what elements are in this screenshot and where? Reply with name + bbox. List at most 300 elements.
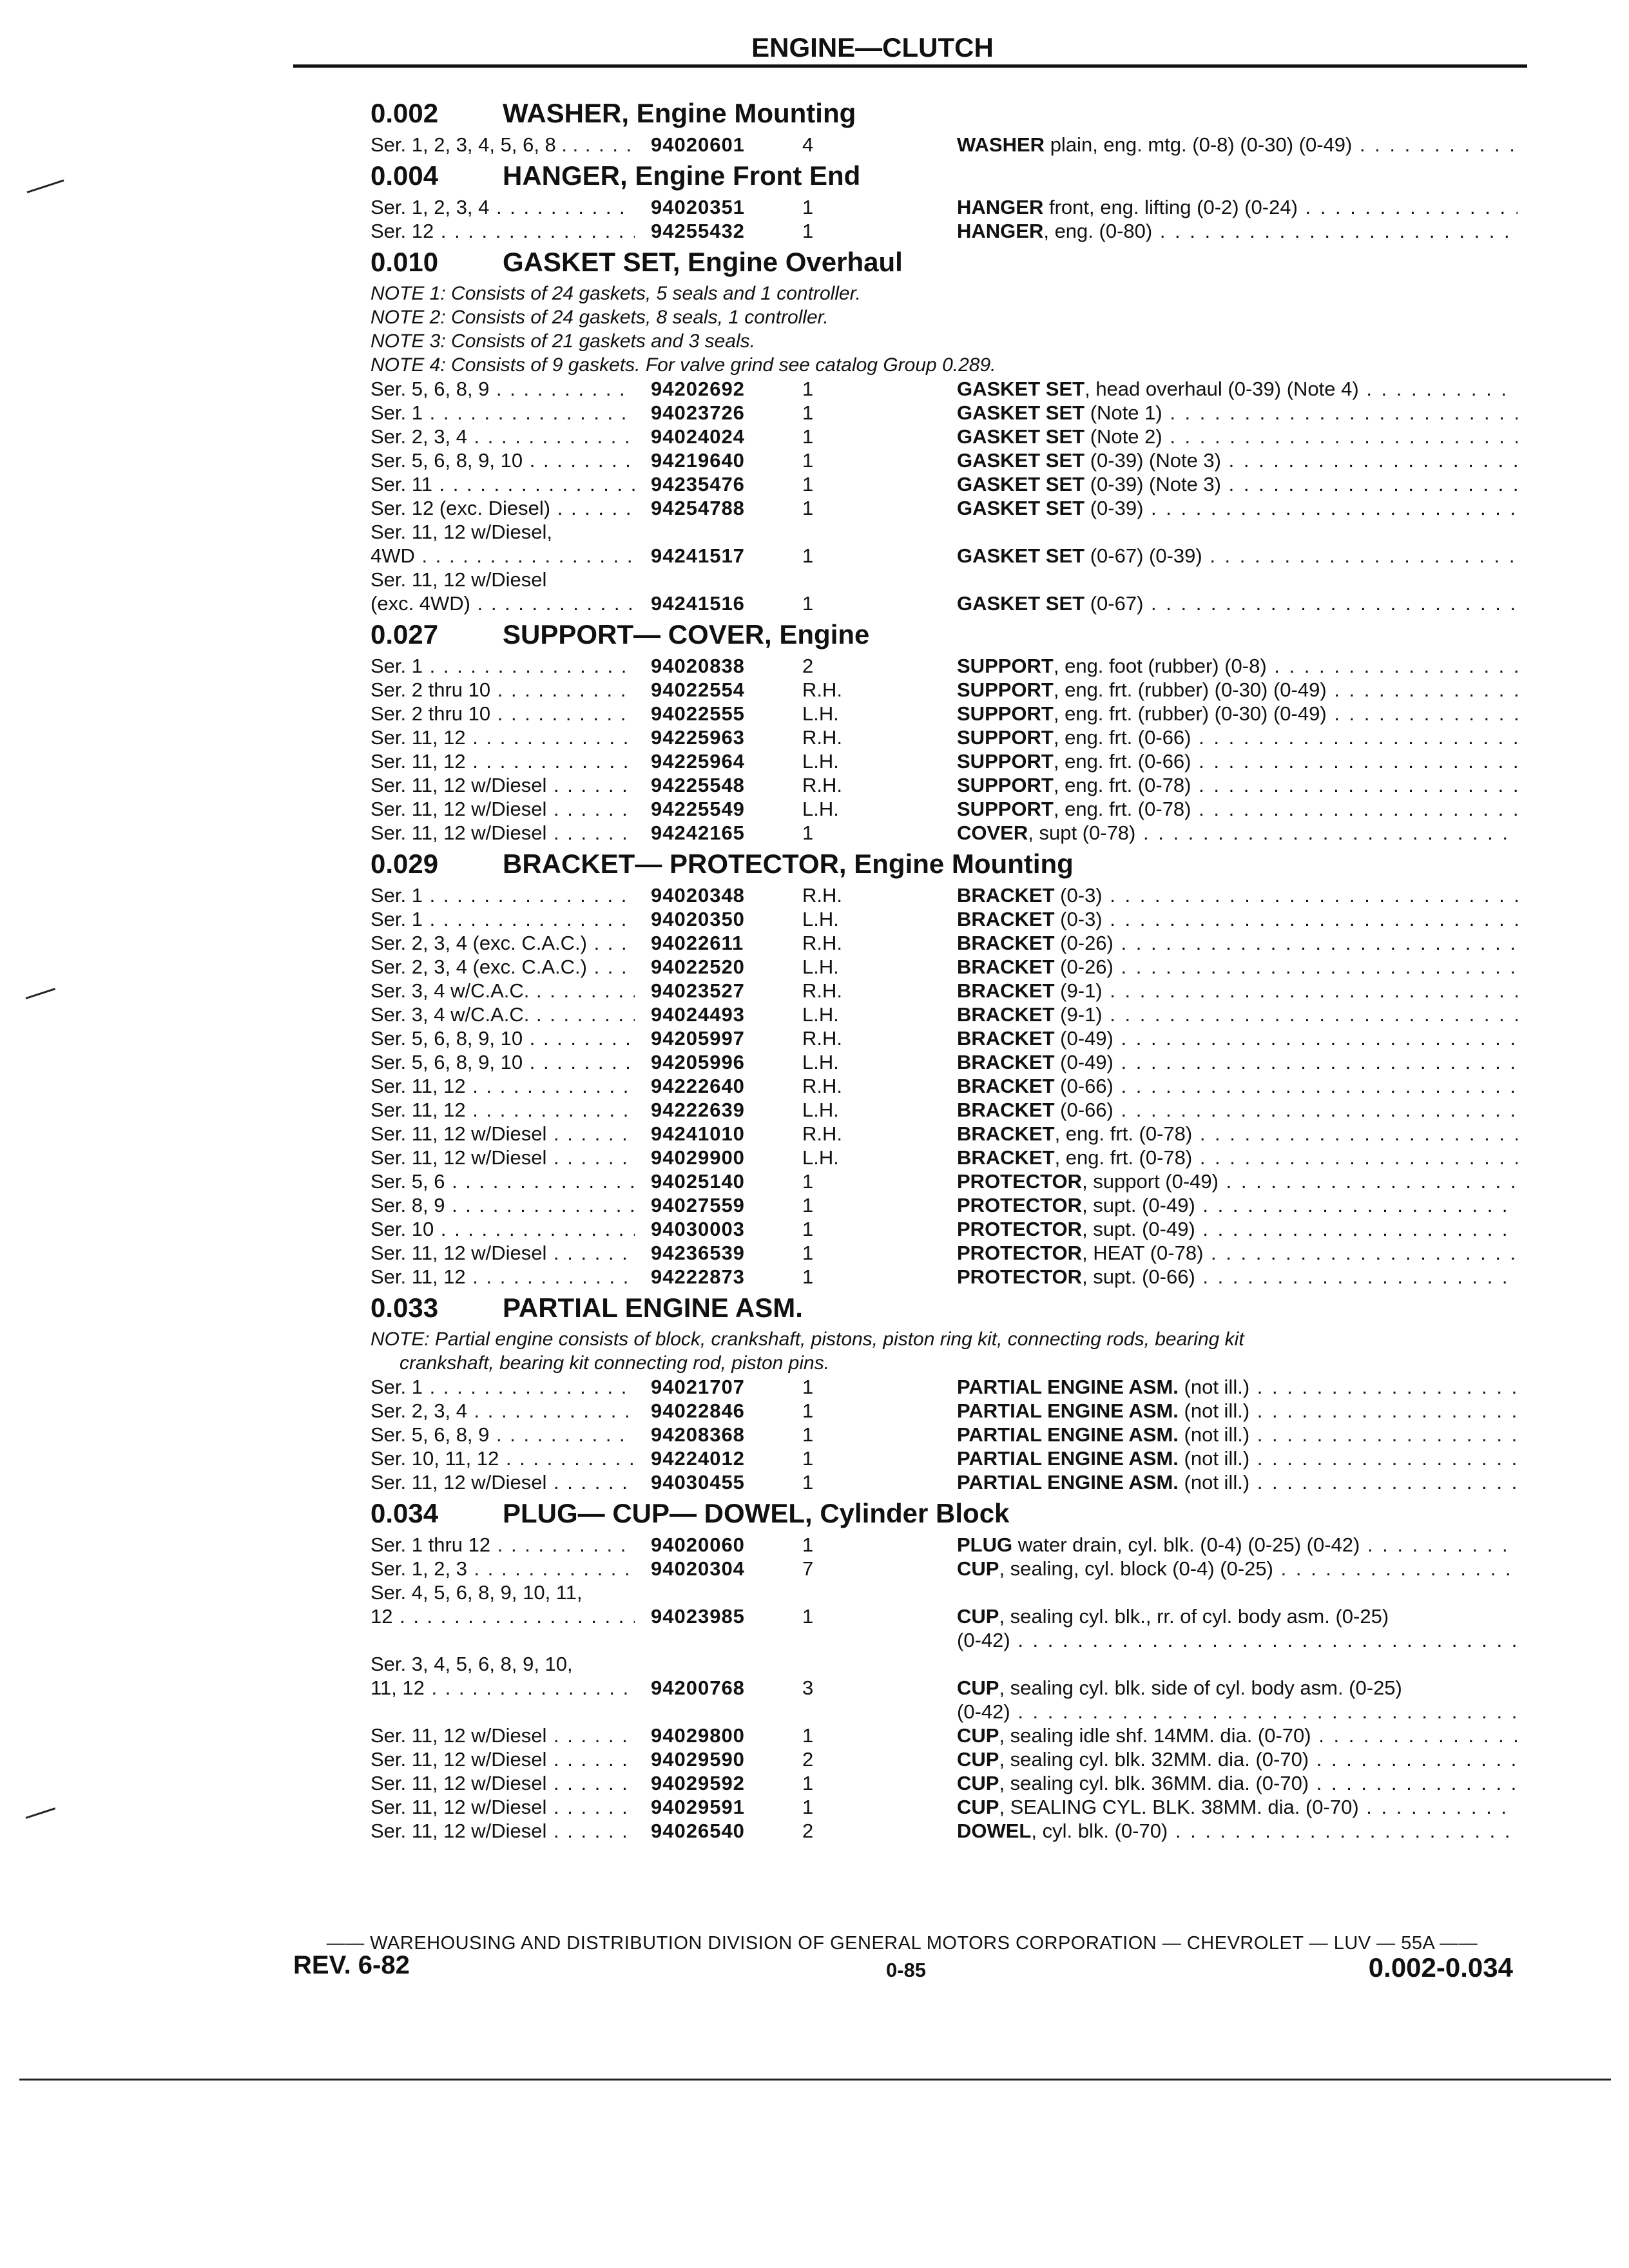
serial-line: Ser. 11, 12 w/Diesel, <box>371 521 553 543</box>
part-description <box>957 883 1518 907</box>
description-name: GASKET SET <box>957 497 1085 519</box>
part-number: 94030455 <box>651 1471 745 1494</box>
serial-line: 4WD . . . <box>371 544 635 568</box>
description-text: (not ill.) <box>1178 1423 1250 1446</box>
quantity: 1 <box>802 1724 814 1747</box>
quantity: 1 <box>802 592 814 615</box>
description-text: (0-66) <box>1054 1075 1113 1097</box>
part-description <box>957 1146 1518 1169</box>
part-row <box>371 907 1518 931</box>
description-line <box>957 219 1518 243</box>
part-description <box>957 1795 1518 1819</box>
quantity: 1 <box>802 1242 814 1264</box>
description-name: BRACKET <box>957 956 1055 978</box>
part-description <box>957 1074 1518 1098</box>
description-text: (0-3) <box>1054 908 1103 930</box>
serial-line: Ser. 11, 12 w/Diesel <box>371 568 547 591</box>
description-line <box>957 377 1518 401</box>
part-description <box>957 496 1518 520</box>
serial-applicability <box>371 1193 635 1217</box>
serial-applicability <box>371 1399 635 1423</box>
serial-applicability <box>371 1050 635 1074</box>
serial-applicability <box>371 1217 635 1241</box>
part-row <box>371 979 1518 1003</box>
section-number: 0.004 <box>371 160 439 191</box>
part-description <box>957 821 1518 845</box>
part-row <box>371 797 1518 821</box>
catalog-section <box>371 1289 1518 1494</box>
part-row <box>371 702 1518 726</box>
serial-line: Ser. 8, 9 . . . <box>371 1193 635 1217</box>
description-name: PARTIAL ENGINE ASM. <box>957 1471 1179 1494</box>
description-name: GASKET SET <box>957 378 1085 400</box>
part-number: 94241517 <box>651 544 745 567</box>
description-text: front, eng. lifting (0-2) (0-24) <box>1043 196 1298 218</box>
serial-applicability <box>371 1446 635 1470</box>
part-description <box>957 1470 1518 1494</box>
quantity: 1 <box>802 220 814 242</box>
serial-applicability <box>371 654 635 678</box>
description-name: CUP <box>957 1748 999 1771</box>
description-name: BRACKET <box>957 908 1055 930</box>
quantity: R.H. <box>802 884 842 907</box>
page-number: 0-85 <box>886 1959 927 1981</box>
part-number: 94025140 <box>651 1170 745 1193</box>
part-description <box>957 133 1518 157</box>
description-name: BRACKET <box>957 1146 1055 1169</box>
serial-applicability <box>371 1423 635 1446</box>
quantity: 1 <box>802 401 814 424</box>
part-row <box>371 726 1518 749</box>
part-row <box>371 883 1518 907</box>
description-line <box>957 1628 1518 1652</box>
section-note: NOTE 4: Consists of 9 gaskets. For valve grind see catalog Group 0.289. <box>371 354 996 376</box>
part-number: 94224012 <box>651 1447 745 1470</box>
part-number: 94021707 <box>651 1376 745 1398</box>
description-text: (0-3) <box>1054 884 1103 907</box>
description-text: (0-66) <box>1054 1099 1113 1121</box>
part-description <box>957 401 1518 425</box>
part-description <box>957 1557 1518 1581</box>
description-line <box>957 1724 1518 1747</box>
part-description <box>957 1604 1518 1652</box>
description-text: (not ill.) <box>1178 1376 1250 1398</box>
description-text: , cyl. blk. (0-70) <box>1031 1820 1168 1842</box>
part-description <box>957 1676 1518 1724</box>
quantity: 1 <box>802 1170 814 1193</box>
description-name: CUP <box>957 1557 999 1580</box>
description-text: (not ill.) <box>1178 1447 1250 1470</box>
description-text: , SEALING CYL. BLK. 38MM. dia. (0-70) <box>999 1796 1359 1818</box>
part-number: 94205997 <box>651 1027 745 1050</box>
quantity: R.H. <box>802 979 842 1002</box>
description-line <box>957 749 1518 773</box>
part-description <box>957 377 1518 401</box>
section-title <box>371 845 1518 883</box>
quantity: 1 <box>802 1399 814 1422</box>
part-row <box>371 1074 1518 1098</box>
part-number: 94020060 <box>651 1533 745 1556</box>
description-text: (9-1) <box>1054 1003 1103 1026</box>
quantity: R.H. <box>802 1027 842 1050</box>
description-line <box>957 1241 1518 1265</box>
part-number: 94236539 <box>651 1242 745 1264</box>
serial-applicability <box>371 797 635 821</box>
description-name: PROTECTOR <box>957 1194 1083 1216</box>
catalog-section <box>371 1494 1518 1843</box>
serial-applicability <box>371 702 635 726</box>
serial-applicability <box>371 749 635 773</box>
description-name: CUP <box>957 1796 999 1818</box>
serial-applicability <box>371 1747 635 1771</box>
section-heading: GASKET SET, Engine Overhaul <box>503 247 903 277</box>
description-text: (not ill.) <box>1178 1471 1250 1494</box>
quantity: 1 <box>802 1471 814 1494</box>
serial-applicability <box>371 1169 635 1193</box>
serial-line: Ser. 11, 12 . . . <box>371 726 635 749</box>
quantity: L.H. <box>802 956 839 978</box>
serial-applicability <box>371 448 635 472</box>
description-line <box>957 1747 1518 1771</box>
part-row <box>371 1724 1518 1747</box>
serial-applicability <box>371 568 635 615</box>
part-number: 94022846 <box>651 1399 745 1422</box>
description-line <box>957 1399 1518 1423</box>
margin-mark <box>26 988 56 999</box>
description-line <box>957 907 1518 931</box>
part-description <box>957 1003 1518 1026</box>
description-line <box>957 1074 1518 1098</box>
part-description <box>957 773 1518 797</box>
description-text: (not ill.) <box>1178 1399 1250 1422</box>
footer-division: —— WAREHOUSING AND DISTRIBUTION DIVISION OF GENERAL MOTORS CORPORATION — CHEVROLET — LUV — 55A —— <box>326 1933 1478 1954</box>
serial-line: Ser. 11, 12 w/Diesel . . . <box>371 1819 635 1843</box>
serial-line: Ser. 1 . . . <box>371 401 635 425</box>
part-description <box>957 472 1518 496</box>
description-name: BRACKET <box>957 932 1055 954</box>
serial-line: Ser. 2 thru 10 . . . <box>371 702 635 726</box>
part-row <box>371 1446 1518 1470</box>
quantity: 1 <box>802 497 814 519</box>
quantity: 4 <box>802 133 814 156</box>
serial-applicability <box>371 425 635 448</box>
catalog-section <box>371 94 1518 157</box>
description-text: , sealing cyl. blk. 32MM. dia. (0-70) <box>999 1748 1309 1771</box>
description-line <box>957 1122 1518 1146</box>
description-text: plain, eng. mtg. (0-8) (0-30) (0-49) <box>1045 133 1353 156</box>
part-number: 94020351 <box>651 196 745 218</box>
quantity: L.H. <box>802 1051 839 1073</box>
part-description <box>957 1169 1518 1193</box>
serial-applicability <box>371 821 635 845</box>
description-text: , HEAT (0-78) <box>1082 1242 1204 1264</box>
description-name: BRACKET <box>957 1075 1055 1097</box>
description-text: , sealing cyl. blk. side of cyl. body asm. (0-25) <box>999 1677 1402 1699</box>
part-number: 94225549 <box>651 798 745 820</box>
serial-line: Ser. 2, 3, 4 (exc. C.A.C.) . . . <box>371 955 635 979</box>
description-line <box>957 1676 1518 1700</box>
quantity: 1 <box>802 1605 814 1628</box>
part-number: 94029591 <box>651 1796 745 1818</box>
section-note: NOTE 3: Consists of 21 gaskets and 3 seals. <box>371 331 755 352</box>
serial-applicability <box>371 1771 635 1795</box>
description-line <box>957 931 1518 955</box>
description-text: , supt (0-78) <box>1028 822 1136 844</box>
part-description <box>957 195 1518 219</box>
part-description <box>957 907 1518 931</box>
description-line <box>957 726 1518 749</box>
description-text: , eng. frt. (0-78) <box>1054 1122 1193 1145</box>
description-line <box>957 544 1518 568</box>
description-text: (0-49) <box>1054 1051 1113 1073</box>
description-line <box>957 1169 1518 1193</box>
quantity: 1 <box>802 1376 814 1398</box>
serial-applicability <box>371 1724 635 1747</box>
serial-applicability <box>371 1470 635 1494</box>
part-row <box>371 195 1518 219</box>
part-number: 94205996 <box>651 1051 745 1073</box>
description-name: GASKET SET <box>957 544 1085 567</box>
description-name: BRACKET <box>957 1027 1055 1050</box>
margin-mark <box>27 180 64 193</box>
description-text: , sealing, cyl. block (0-4) (0-25) <box>999 1557 1273 1580</box>
serial-applicability <box>371 883 635 907</box>
description-text: , eng. foot (rubber) (0-8) <box>1053 655 1267 677</box>
description-line <box>957 1446 1518 1470</box>
part-number: 94020304 <box>651 1557 745 1580</box>
part-description <box>957 1423 1518 1446</box>
description-line <box>957 496 1518 520</box>
part-description <box>957 678 1518 702</box>
serial-applicability <box>371 1795 635 1819</box>
description-line <box>957 1146 1518 1169</box>
serial-applicability <box>371 377 635 401</box>
part-row <box>371 1122 1518 1146</box>
serial-line: Ser. 11, 12 w/Diesel . . . <box>371 773 635 797</box>
serial-line: Ser. 2, 3, 4 (exc. C.A.C.) . . . <box>371 931 635 955</box>
serial-applicability <box>371 1819 635 1843</box>
serial-applicability <box>371 1581 635 1628</box>
description-line <box>957 448 1518 472</box>
serial-applicability <box>371 1265 635 1289</box>
description-name: GASKET SET <box>957 473 1085 495</box>
serial-line: Ser. 11, 12 w/Diesel . . . <box>371 1146 635 1169</box>
serial-line: Ser. 1 . . . <box>371 883 635 907</box>
serial-applicability <box>371 520 635 568</box>
quantity: 2 <box>802 655 814 677</box>
quantity: 1 <box>802 1533 814 1556</box>
description-line <box>957 702 1518 726</box>
description-line <box>957 1217 1518 1241</box>
serial-line: Ser. 11, 12 . . . <box>371 1098 635 1122</box>
serial-applicability <box>371 955 635 979</box>
quantity: 1 <box>802 473 814 495</box>
serial-line: Ser. 2, 3, 4 . . . <box>371 1399 635 1423</box>
section-heading: PLUG— CUP— DOWEL, Cylinder Block <box>503 1498 1010 1528</box>
description-line <box>957 591 1518 615</box>
part-number: 94020601 <box>651 133 745 156</box>
description-text: (0-42) <box>957 1629 1010 1651</box>
section-heading: BRACKET— PROTECTOR, Engine Mounting <box>503 849 1074 879</box>
part-number: 94241010 <box>651 1122 745 1145</box>
part-row <box>371 773 1518 797</box>
description-text: , eng. frt. (rubber) (0-30) (0-49) <box>1053 702 1327 725</box>
part-number: 94029900 <box>651 1146 745 1169</box>
description-name: PARTIAL ENGINE ASM. <box>957 1376 1179 1398</box>
part-number: 94024024 <box>651 425 745 448</box>
quantity: R.H. <box>802 774 842 796</box>
part-description <box>957 979 1518 1003</box>
part-description <box>957 1819 1518 1843</box>
description-name: SUPPORT <box>957 702 1054 725</box>
part-row <box>371 678 1518 702</box>
description-text: , supt. (0-49) <box>1082 1194 1195 1216</box>
serial-applicability <box>371 1146 635 1169</box>
part-row <box>371 520 1518 568</box>
description-name: GASKET SET <box>957 425 1085 448</box>
description-line <box>957 1050 1518 1074</box>
section-title <box>371 1289 1518 1327</box>
quantity: L.H. <box>802 1003 839 1026</box>
serial-applicability <box>371 1533 635 1557</box>
serial-line: Ser. 5, 6, 8, 9 . . . <box>371 1423 635 1446</box>
part-number: 94222639 <box>651 1099 745 1121</box>
description-text: (0-39) (Note 3) <box>1084 473 1221 495</box>
part-row <box>371 749 1518 773</box>
part-description <box>957 591 1518 615</box>
part-row <box>371 1050 1518 1074</box>
part-number: 94020348 <box>651 884 745 907</box>
description-line <box>957 1700 1518 1724</box>
description-name: CUP <box>957 1605 999 1628</box>
serial-applicability <box>371 195 635 219</box>
description-text: , eng. (0-80) <box>1043 220 1153 242</box>
part-number: 94222873 <box>651 1265 745 1288</box>
description-text: , head overhaul (0-39) (Note 4) <box>1084 378 1359 400</box>
serial-line: Ser. 3, 4 w/C.A.C. . . . <box>371 1003 635 1026</box>
serial-applicability <box>371 1003 635 1026</box>
description-name: CUP <box>957 1724 999 1747</box>
description-line <box>957 1771 1518 1795</box>
section-heading: WASHER, Engine Mounting <box>503 98 856 128</box>
part-description <box>957 726 1518 749</box>
part-number: 94030003 <box>651 1218 745 1240</box>
serial-line: Ser. 5, 6, 8, 9, 10 . . . <box>371 1026 635 1050</box>
part-row <box>371 1747 1518 1771</box>
part-description <box>957 654 1518 678</box>
serial-line: Ser. 12 (exc. Diesel) . . . <box>371 496 635 520</box>
description-name: SUPPORT <box>957 798 1054 820</box>
part-description <box>957 1747 1518 1771</box>
description-name: WASHER <box>957 133 1045 156</box>
description-name: PARTIAL ENGINE ASM. <box>957 1399 1179 1422</box>
part-number: 94255432 <box>651 220 745 242</box>
part-number: 94024493 <box>651 1003 745 1026</box>
serial-applicability <box>371 773 635 797</box>
quantity: 1 <box>802 1423 814 1446</box>
quantity: 7 <box>802 1557 814 1580</box>
part-row <box>371 1581 1518 1652</box>
serial-applicability <box>371 401 635 425</box>
description-text: (0-39) (Note 3) <box>1084 449 1221 472</box>
section-note: NOTE 1: Consists of 24 gaskets, 5 seals and 1 controller. <box>371 283 861 304</box>
part-row <box>371 931 1518 955</box>
part-description <box>957 702 1518 726</box>
part-description <box>957 1122 1518 1146</box>
quantity: R.H. <box>802 726 842 749</box>
description-text: (Note 2) <box>1084 425 1162 448</box>
part-row <box>371 1557 1518 1581</box>
serial-line: Ser. 1 thru 12 . . . <box>371 1533 635 1557</box>
description-name: GASKET SET <box>957 401 1085 424</box>
part-description <box>957 1724 1518 1747</box>
description-name: HANGER <box>957 220 1044 242</box>
description-text: , sealing cyl. blk. 36MM. dia. (0-70) <box>999 1772 1309 1794</box>
description-text: , supt. (0-49) <box>1082 1218 1195 1240</box>
quantity: L.H. <box>802 1099 839 1121</box>
part-number: 94208368 <box>651 1423 745 1446</box>
part-row <box>371 377 1518 401</box>
serial-applicability <box>371 1557 635 1581</box>
part-number: 94219640 <box>651 449 745 472</box>
description-line <box>957 1423 1518 1446</box>
quantity: R.H. <box>802 678 842 701</box>
serial-line: Ser. 5, 6, 8, 9 . . . <box>371 377 635 401</box>
description-text: , eng. frt. (0-78) <box>1053 798 1191 820</box>
description-name: PARTIAL ENGINE ASM. <box>957 1423 1179 1446</box>
section-note: NOTE 2: Consists of 24 gaskets, 8 seals, 1 controller. <box>371 307 829 328</box>
part-description <box>957 1446 1518 1470</box>
part-description <box>957 1050 1518 1074</box>
description-line <box>957 1819 1518 1843</box>
quantity: 2 <box>802 1820 814 1842</box>
section-number: 0.033 <box>371 1293 439 1323</box>
description-text: (Note 1) <box>1084 401 1162 424</box>
description-name: BRACKET <box>957 1051 1055 1073</box>
description-line <box>957 1026 1518 1050</box>
serial-line: Ser. 11, 12 w/Diesel . . . <box>371 1122 635 1146</box>
description-line <box>957 654 1518 678</box>
quantity: R.H. <box>802 1075 842 1097</box>
section-number: 0.027 <box>371 619 439 649</box>
part-row <box>371 568 1518 615</box>
section-note: crankshaft, bearing kit connecting rod, piston pins. <box>400 1352 830 1374</box>
description-line <box>957 195 1518 219</box>
part-row <box>371 1217 1518 1241</box>
description-text: , eng. frt. (0-78) <box>1054 1146 1193 1169</box>
serial-applicability <box>371 678 635 702</box>
part-number: 94254788 <box>651 497 745 519</box>
description-line <box>957 797 1518 821</box>
part-description <box>957 1399 1518 1423</box>
part-description <box>957 544 1518 568</box>
group-range: 0.002-0.034 <box>1368 1952 1513 1983</box>
description-text: (0-49) <box>1054 1027 1113 1050</box>
serial-applicability <box>371 1122 635 1146</box>
description-line <box>957 678 1518 702</box>
part-number: 94026540 <box>651 1820 745 1842</box>
part-row <box>371 1771 1518 1795</box>
part-description <box>957 1241 1518 1265</box>
description-line <box>957 1795 1518 1819</box>
description-name: PARTIAL ENGINE ASM. <box>957 1447 1179 1470</box>
part-description <box>957 1265 1518 1289</box>
description-text: , sealing cyl. blk., rr. of cyl. body asm. (0-25) <box>999 1605 1389 1628</box>
serial-line: Ser. 2 thru 10 . . . <box>371 678 635 702</box>
description-line <box>957 1557 1518 1581</box>
description-line <box>957 425 1518 448</box>
part-row <box>371 1003 1518 1026</box>
